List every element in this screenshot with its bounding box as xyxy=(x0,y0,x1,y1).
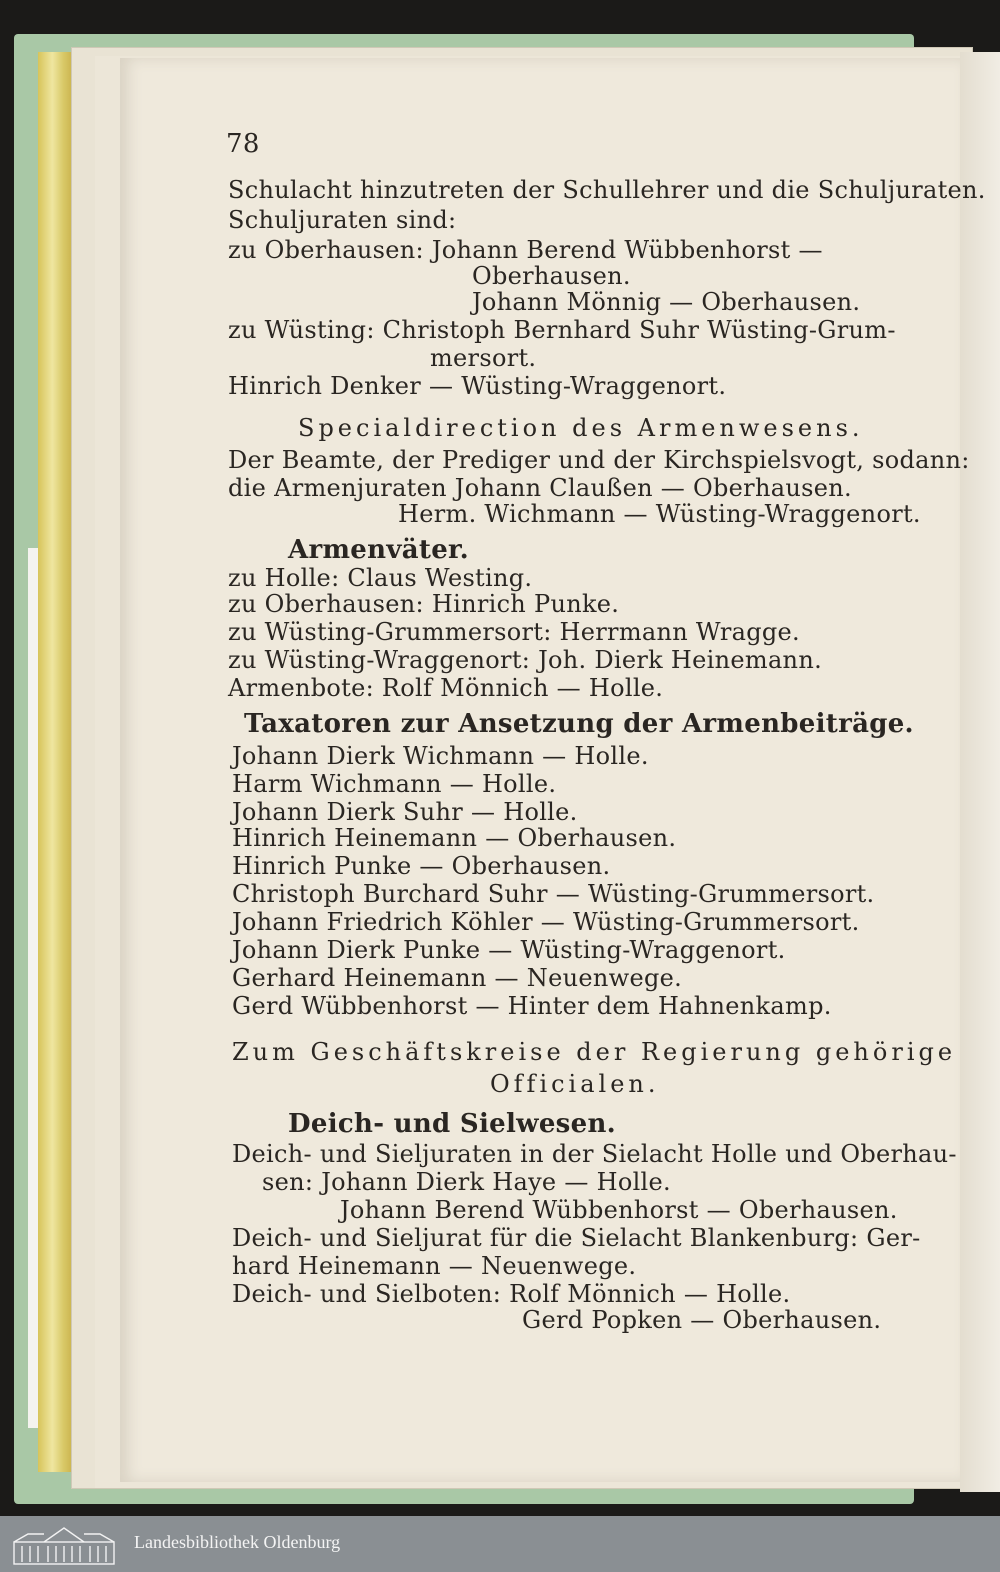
text-line: sen: Johann Dierk Haye — Holle. xyxy=(262,1168,671,1196)
text-line: Der Beamte, der Prediger und der Kirchspielsvogt, sodann: xyxy=(228,446,970,474)
text-line: Harm Wichmann — Holle. xyxy=(232,770,557,798)
text-line: Gerd Popken — Oberhausen. xyxy=(522,1306,882,1334)
text-line: Hinrich Heinemann — Oberhausen. xyxy=(232,824,677,852)
section-heading: Armenväter. xyxy=(288,535,469,565)
text-line: Deich- und Sielboten: Rolf Mönnich — Holle. xyxy=(232,1280,791,1308)
text-line: Johann Mönnig — Oberhausen. xyxy=(472,288,861,316)
text-line: Johann Berend Wübbenhorst — Oberhausen. xyxy=(340,1196,898,1224)
text-line: zu Wüsting-Grummersort: Herrmann Wragge. xyxy=(228,618,800,646)
text-line: Johann Dierk Wichmann — Holle. xyxy=(232,742,649,770)
text-line: Gerd Wübbenhorst — Hinter dem Hahnenkamp. xyxy=(232,992,832,1020)
text-line: zu Oberhausen: Johann Berend Wübbenhorst — xyxy=(228,236,823,264)
text-line: Deich- und Sieljuraten in der Sielacht Holle und Oberhau- xyxy=(232,1140,957,1168)
text-line: Christoph Burchard Suhr — Wüsting-Grummersort. xyxy=(232,880,875,908)
text-line: Gerhard Heinemann — Neuenwege. xyxy=(232,964,683,992)
text-line: Johann Dierk Suhr — Holle. xyxy=(232,798,578,826)
text-line: zu Wüsting: Christoph Bernhard Suhr Wüsting-Grum- xyxy=(228,316,896,344)
page-number: 78 xyxy=(226,129,260,159)
text-line: Schuljuraten sind: xyxy=(228,206,457,234)
text-line: zu Oberhausen: Hinrich Punke. xyxy=(228,590,620,618)
text-line: Herm. Wichmann — Wüsting-Wraggenort. xyxy=(398,500,921,528)
text-line: Oberhausen. xyxy=(472,262,631,290)
text-line: Hinrich Punke — Oberhausen. xyxy=(232,852,611,880)
text-line: die Armenjuraten Johann Claußen — Oberhausen. xyxy=(228,474,852,502)
text-line: Deich- und Sieljurat für die Sielacht Blankenburg: Ger- xyxy=(232,1224,921,1252)
text-line: Johann Friedrich Köhler — Wüsting-Grummersort. xyxy=(232,908,860,936)
section-heading: Zum Geschäftskreise der Regierung gehörige xyxy=(232,1038,957,1066)
text-line: zu Wüsting-Wraggenort: Joh. Dierk Heinemann. xyxy=(228,646,823,674)
text-line: Armenbote: Rolf Mönnich — Holle. xyxy=(228,674,664,702)
footer-bar xyxy=(0,1516,1000,1572)
text-line: Johann Dierk Punke — Wüsting-Wraggenort. xyxy=(232,936,786,964)
section-heading: Specialdirection des Armenwesens. xyxy=(298,414,864,442)
text-line: Hinrich Denker — Wüsting-Wraggenort. xyxy=(228,372,727,400)
text-line: Schulacht hinzutreten der Schullehrer und die Schuljuraten. xyxy=(228,176,986,204)
section-heading: Deich- und Sielwesen. xyxy=(288,1109,617,1139)
text-line: mersort. xyxy=(430,344,537,372)
section-heading: Officialen. xyxy=(490,1070,660,1098)
text-line: hard Heinemann — Neuenwege. xyxy=(232,1252,637,1280)
library-building-logo-icon xyxy=(8,1522,120,1566)
text-line: zu Holle: Claus Westing. xyxy=(228,564,533,592)
section-heading: Taxatoren zur Ansetzung der Armenbeiträge. xyxy=(244,709,914,739)
library-name: Landesbibliothek Oldenburg xyxy=(134,1532,341,1552)
